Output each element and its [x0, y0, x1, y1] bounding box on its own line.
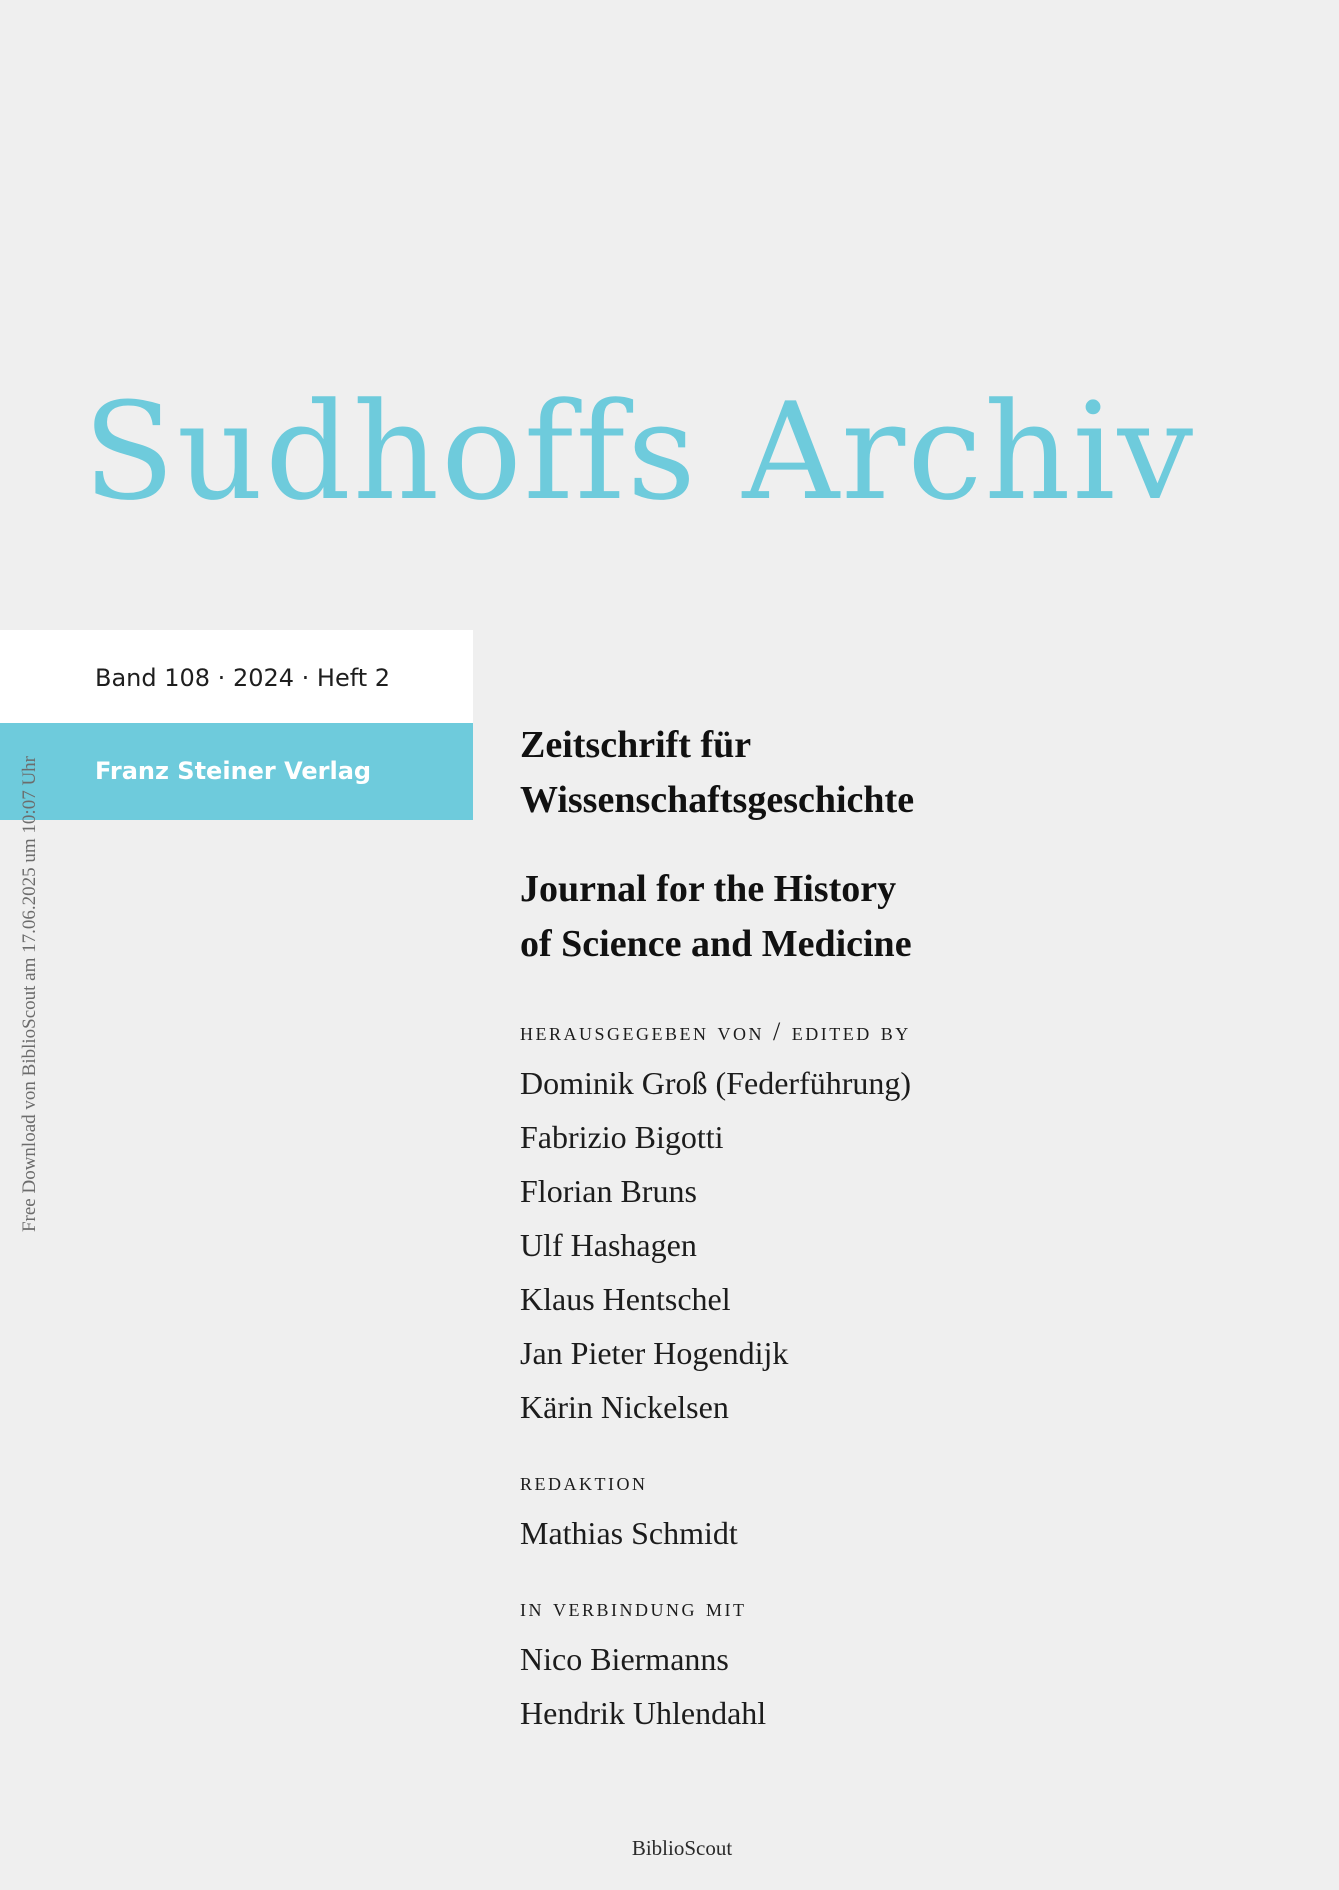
editor-name: Kärin Nickelsen	[520, 1389, 729, 1425]
editorial-list	[520, 1506, 1310, 1560]
editorial-name: Mathias Schmidt	[520, 1515, 738, 1551]
editor-name: Ulf Hashagen	[520, 1227, 697, 1263]
editor-name: Dominik Groß (Federführung)	[520, 1065, 912, 1101]
editorial-heading: redaktion	[520, 1467, 648, 1496]
issue-box	[0, 630, 473, 723]
subtitle-english	[520, 862, 1310, 972]
subtitle-english-line-1: Journal for the History	[520, 868, 897, 910]
editor-name: Klaus Hentschel	[520, 1281, 731, 1317]
editors-heading: herausgegeben von / edited by	[520, 1017, 911, 1046]
publisher-name: Franz Steiner Verlag	[95, 757, 372, 785]
issue-info: Band 108 · 2024 · Heft 2	[95, 664, 391, 692]
subtitle-english-line-2: of Science and Medicine	[520, 923, 912, 965]
editor-name: Jan Pieter Hogendijk	[520, 1335, 789, 1371]
subtitle-german	[520, 718, 1310, 828]
editor-name: Florian Bruns	[520, 1173, 697, 1209]
associate-name: Nico Biermanns	[520, 1641, 729, 1677]
associates-list	[520, 1632, 1310, 1740]
subtitle-german-line-2: Wissenschaftsgeschichte	[520, 779, 915, 821]
associate-name: Hendrik Uhlendahl	[520, 1695, 767, 1731]
associates-heading: in verbindung mit	[520, 1593, 747, 1622]
publisher-box	[0, 723, 473, 820]
editors-list	[520, 1056, 1310, 1434]
journal-title: Sudhoffs Archiv	[83, 374, 1196, 530]
footer-biblioscout: BiblioScout	[631, 1836, 733, 1860]
masthead	[520, 718, 1310, 1740]
download-watermark: Free Download von BiblioScout am 17.06.2025 um 10:07 Uhr	[19, 755, 40, 1233]
subtitle-german-line-1: Zeitschrift für	[520, 724, 752, 766]
editor-name: Fabrizio Bigotti	[520, 1119, 724, 1155]
